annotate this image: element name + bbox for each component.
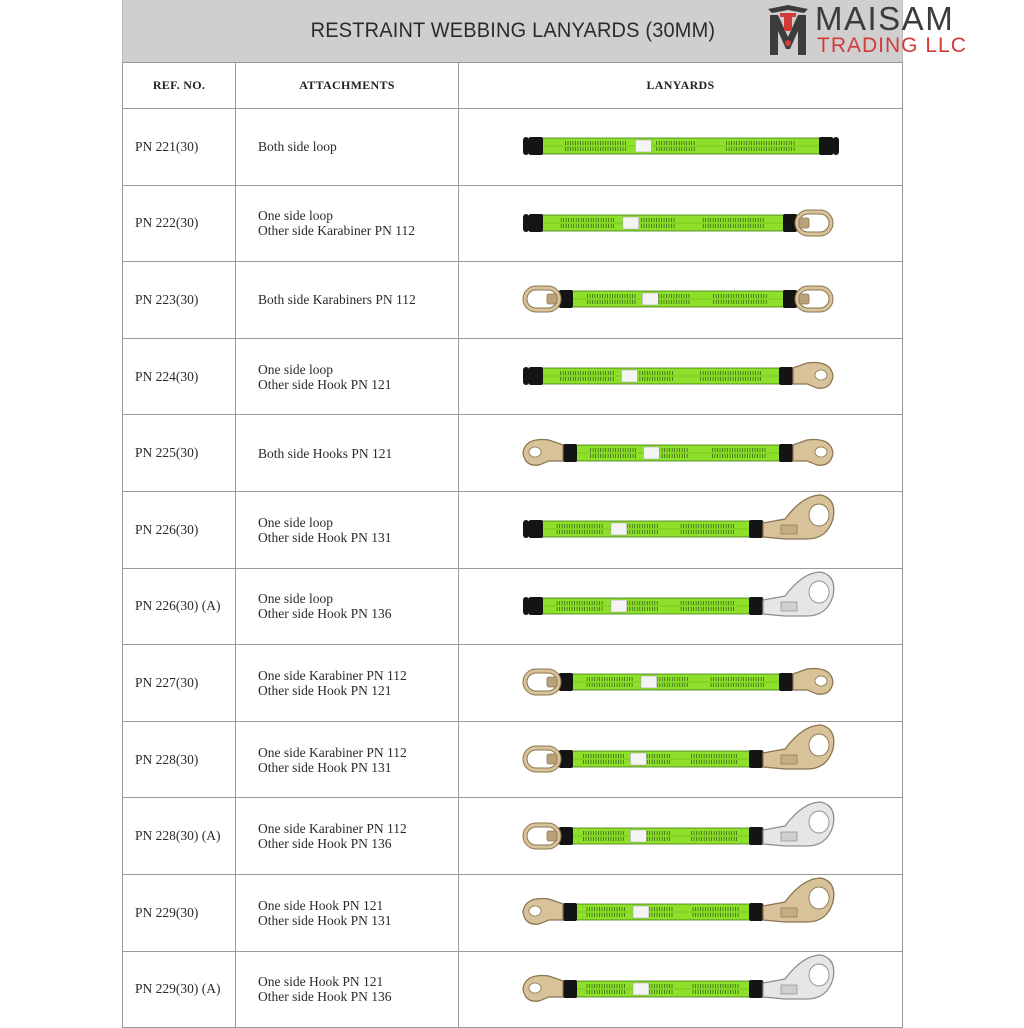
ref-no-cell: PN 228(30) (A)	[123, 798, 236, 875]
attachment-line-2: Other side Hook PN 121	[258, 376, 392, 392]
header-attachments: ATTACHMENTS	[236, 63, 459, 109]
product-label-tag	[623, 217, 639, 229]
protective-sleeve	[819, 137, 833, 155]
lanyard-illustration	[459, 952, 903, 1027]
attachment-line-1: One side Karabiner PN 112	[258, 744, 407, 760]
protective-sleeve	[563, 903, 577, 921]
protective-sleeve	[563, 980, 577, 998]
lanyard-illustration	[459, 569, 903, 644]
lanyard-image-cell	[459, 874, 903, 951]
lanyard-illustration	[459, 492, 903, 567]
product-label-tag	[641, 676, 657, 688]
attachments-cell	[236, 721, 459, 798]
product-label-tag	[630, 830, 646, 842]
lanyard-illustration	[459, 109, 903, 184]
product-label-tag	[611, 600, 627, 612]
protective-sleeve	[779, 444, 793, 462]
protective-sleeve	[749, 903, 763, 921]
end-loop	[523, 520, 529, 538]
product-label-tag	[644, 447, 660, 459]
product-label-tag	[611, 523, 627, 535]
attachment-line-2: Other side Hook PN 131	[258, 912, 392, 928]
table-header-row	[123, 63, 903, 109]
attachments-cell	[236, 491, 459, 568]
product-label-tag	[633, 983, 649, 995]
protective-sleeve	[749, 827, 763, 845]
attachment-line-1: One side Karabiner PN 112	[258, 821, 407, 837]
attachments-cell	[236, 568, 459, 645]
karabiner-icon	[525, 825, 559, 847]
lanyard-illustration	[459, 722, 903, 797]
attachments-cell	[236, 874, 459, 951]
attachment-line-2: Other side Hook PN 136	[258, 606, 392, 622]
snap-hook-icon	[523, 975, 563, 1001]
protective-sleeve	[749, 597, 763, 615]
karabiner-icon	[797, 212, 831, 234]
header-lanyards: LANYARDS	[459, 63, 903, 109]
attachment-line-1: Both side Karabiners PN 112	[258, 292, 416, 308]
lanyard-illustration	[459, 186, 903, 261]
lanyard-image-cell	[459, 568, 903, 645]
table-row	[123, 645, 903, 722]
logo-name: MAISAM	[815, 0, 955, 37]
snap-hook-icon	[793, 363, 833, 389]
protective-sleeve	[749, 750, 763, 768]
snap-hook-icon	[793, 439, 833, 465]
ref-no-cell: PN 228(30)	[123, 721, 236, 798]
ref-no-cell: PN 223(30)	[123, 262, 236, 339]
attachments-cell	[236, 951, 459, 1028]
table-row	[123, 491, 903, 568]
attachment-line-1: One side loop	[258, 591, 333, 607]
attachment-line-1: One side loop	[258, 514, 333, 530]
lanyard-illustration	[459, 875, 903, 950]
karabiner-icon	[797, 288, 831, 310]
table-row	[123, 185, 903, 262]
snap-hook-icon	[763, 955, 834, 999]
protective-sleeve	[779, 673, 793, 691]
snap-hook-icon	[763, 878, 834, 922]
attachments-cell	[236, 798, 459, 875]
attachment-line-1: One side Karabiner PN 112	[258, 667, 407, 683]
attachments-cell	[236, 645, 459, 722]
attachments-cell	[236, 185, 459, 262]
snap-hook-icon	[763, 802, 834, 846]
karabiner-icon	[525, 748, 559, 770]
table-row	[123, 721, 903, 798]
snap-hook-icon	[523, 899, 563, 925]
table-row	[123, 568, 903, 645]
product-label-tag	[635, 140, 651, 152]
lanyard-image-cell	[459, 645, 903, 722]
company-logo	[764, 0, 1004, 59]
lanyard-table	[122, 62, 903, 1028]
attachment-line-1: Both side Hooks PN 121	[258, 445, 393, 461]
ref-no-cell: PN 225(30)	[123, 415, 236, 492]
attachment-line-1: One side loop	[258, 361, 333, 377]
ref-no-cell: PN 222(30)	[123, 185, 236, 262]
product-label-tag	[630, 753, 646, 765]
end-loop	[523, 214, 529, 232]
lanyard-illustration	[459, 416, 903, 491]
ref-no-cell: PN 226(30) (A)	[123, 568, 236, 645]
attachment-line-2: Other side Hook PN 131	[258, 759, 392, 775]
snap-hook-icon	[763, 495, 834, 539]
attachment-line-2: Other side Karabiner PN 112	[258, 223, 415, 239]
karabiner-icon	[525, 288, 559, 310]
attachment-line-2: Other side Hook PN 136	[258, 989, 392, 1005]
snap-hook-icon	[763, 725, 834, 769]
protective-sleeve	[749, 980, 763, 998]
table-row	[123, 798, 903, 875]
attachment-line-1: One side Hook PN 121	[258, 897, 384, 913]
attachments-cell	[236, 338, 459, 415]
ref-no-cell: PN 227(30)	[123, 645, 236, 722]
protective-sleeve	[529, 597, 543, 615]
header-ref-no: REF. NO.	[123, 63, 236, 109]
end-loop	[833, 137, 839, 155]
protective-sleeve	[529, 214, 543, 232]
lanyard-image-cell	[459, 415, 903, 492]
product-label-tag	[621, 370, 637, 382]
attachments-cell	[236, 415, 459, 492]
table-row	[123, 262, 903, 339]
lanyard-illustration	[459, 262, 903, 337]
lanyard-illustration	[459, 799, 903, 874]
end-loop	[523, 367, 529, 385]
table-row	[123, 338, 903, 415]
table-row	[123, 951, 903, 1028]
ref-no-cell: PN 229(30)	[123, 874, 236, 951]
protective-sleeve	[749, 520, 763, 538]
ref-no-cell: PN 221(30)	[123, 109, 236, 186]
ref-no-cell: PN 229(30) (A)	[123, 951, 236, 1028]
attachment-line-1: Both side loop	[258, 139, 337, 155]
lanyard-illustration	[459, 645, 903, 720]
attachment-line-1: One side loop	[258, 208, 333, 224]
lanyard-image-cell	[459, 721, 903, 798]
product-label-tag	[633, 906, 649, 918]
table-row	[123, 109, 903, 186]
table-row	[123, 415, 903, 492]
attachments-cell	[236, 109, 459, 186]
snap-hook-icon	[523, 439, 563, 465]
lanyard-image-cell	[459, 185, 903, 262]
attachment-line-2: Other side Hook PN 121	[258, 682, 392, 698]
attachments-cell	[236, 262, 459, 339]
protective-sleeve	[563, 444, 577, 462]
table-row	[123, 874, 903, 951]
karabiner-icon	[525, 671, 559, 693]
lanyard-image-cell	[459, 491, 903, 568]
lanyard-illustration	[459, 339, 903, 414]
attachment-line-1: One side Hook PN 121	[258, 974, 384, 990]
protective-sleeve	[779, 367, 793, 385]
ref-no-cell: PN 226(30)	[123, 491, 236, 568]
catalog-sheet	[122, 0, 901, 1024]
attachment-line-2: Other side Hook PN 136	[258, 836, 392, 852]
attachment-line-2: Other side Hook PN 131	[258, 529, 392, 545]
protective-sleeve	[529, 367, 543, 385]
lanyard-image-cell	[459, 338, 903, 415]
page-title: RESTRAINT WEBBING LANYARDS (30MM)	[310, 19, 715, 42]
logo-subtitle: TRADING LLC	[817, 34, 967, 57]
ref-no-cell: PN 224(30)	[123, 338, 236, 415]
end-loop	[523, 137, 529, 155]
lanyard-image-cell	[459, 109, 903, 186]
lanyard-image-cell	[459, 951, 903, 1028]
lanyard-image-cell	[459, 262, 903, 339]
protective-sleeve	[529, 520, 543, 538]
maisam-logo-mark-icon	[764, 3, 812, 59]
snap-hook-icon	[763, 572, 834, 616]
snap-hook-icon	[793, 669, 833, 695]
lanyard-image-cell	[459, 798, 903, 875]
product-label-tag	[642, 293, 658, 305]
end-loop	[523, 597, 529, 615]
protective-sleeve	[529, 137, 543, 155]
